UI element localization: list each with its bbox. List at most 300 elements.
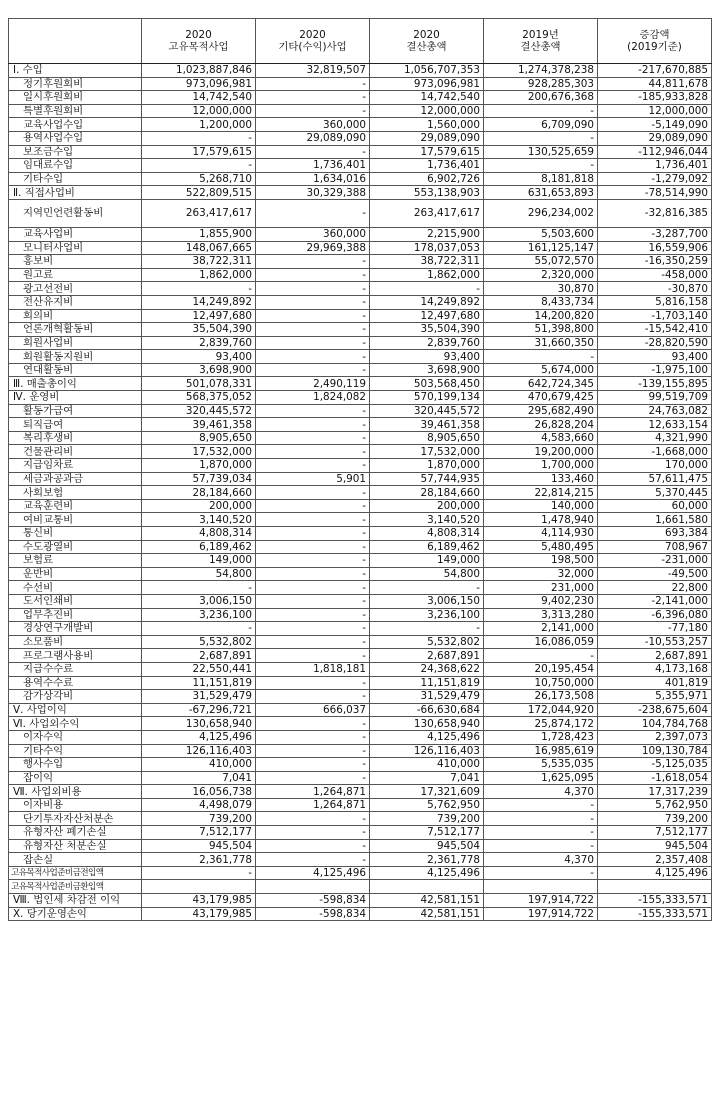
table-row [9, 649, 712, 663]
row-value: -28,820,590 [598, 336, 712, 350]
row-value: - [256, 608, 370, 622]
table-row [9, 77, 712, 91]
row-value: 43,179,985 [142, 907, 256, 921]
table-row [9, 131, 712, 145]
row-value: 4,808,314 [370, 527, 484, 541]
row-label: 잡손실 [9, 853, 142, 867]
row-value: 24,368,622 [370, 662, 484, 676]
row-value: 54,800 [370, 567, 484, 581]
table-row [9, 431, 712, 445]
row-label: 특별후원회비 [9, 104, 142, 118]
row-value: 10,750,000 [484, 676, 598, 690]
row-value: 410,000 [142, 758, 256, 772]
row-label: 잡이익 [9, 771, 142, 785]
row-value: 32,819,507 [256, 64, 370, 78]
row-value: 7,512,177 [142, 826, 256, 840]
row-value: -1,668,000 [598, 445, 712, 459]
row-value: -598,834 [256, 907, 370, 921]
header-label-cell [9, 19, 142, 64]
row-value: 296,234,002 [484, 199, 598, 227]
row-value: 172,044,920 [484, 703, 598, 717]
row-value: - [256, 255, 370, 269]
row-value: 295,682,490 [484, 404, 598, 418]
table-row [9, 404, 712, 418]
row-value: 22,800 [598, 581, 712, 595]
row-label: 통신비 [9, 527, 142, 541]
row-label: 운반비 [9, 567, 142, 581]
table-row [9, 798, 712, 812]
row-value: 945,504 [370, 839, 484, 853]
row-value: 60,000 [598, 499, 712, 513]
table-row [9, 186, 712, 200]
row-label: 수선비 [9, 581, 142, 595]
row-value: 130,658,940 [142, 717, 256, 731]
row-value: 3,698,900 [142, 363, 256, 377]
row-value: 26,173,508 [484, 690, 598, 704]
row-value: 126,116,403 [370, 744, 484, 758]
row-value: - [256, 445, 370, 459]
row-value: 2,687,891 [598, 649, 712, 663]
table-row [9, 608, 712, 622]
header-col-total-2020 [370, 19, 484, 64]
row-value: 149,000 [142, 554, 256, 568]
row-value: 1,264,871 [256, 798, 370, 812]
row-value: - [256, 690, 370, 704]
row-value: 1,478,940 [484, 513, 598, 527]
row-value: 360,000 [256, 227, 370, 241]
table-row [9, 418, 712, 432]
row-label: 원고료 [9, 268, 142, 282]
row-value: 104,784,768 [598, 717, 712, 731]
row-value: 2,490,119 [256, 377, 370, 391]
row-value: -155,333,571 [598, 907, 712, 921]
row-value: 7,512,177 [598, 826, 712, 840]
row-value: 3,698,900 [370, 363, 484, 377]
row-value: - [256, 527, 370, 541]
row-value: - [484, 866, 598, 880]
table-row [9, 690, 712, 704]
header-col-other [256, 19, 370, 64]
row-value: - [484, 826, 598, 840]
row-label: 교육훈련비 [9, 499, 142, 513]
row-value: 973,096,981 [370, 77, 484, 91]
header-line: 증감액 [639, 29, 670, 41]
row-value: 553,138,903 [370, 186, 484, 200]
row-value: 2,687,891 [370, 649, 484, 663]
row-value: 1,824,082 [256, 391, 370, 405]
row-value: 1,736,401 [370, 159, 484, 173]
table-row [9, 472, 712, 486]
row-label: 이자수익 [9, 730, 142, 744]
row-value: 109,130,784 [598, 744, 712, 758]
row-value: 14,200,820 [484, 309, 598, 323]
row-value: 7,512,177 [370, 826, 484, 840]
row-label: 보조금수입 [9, 145, 142, 159]
row-value: 2,357,408 [598, 853, 712, 867]
row-label: 회원사업비 [9, 336, 142, 350]
row-value: 1,736,401 [598, 159, 712, 173]
row-value: 11,151,819 [370, 676, 484, 690]
row-value: 57,611,475 [598, 472, 712, 486]
row-value: - [142, 581, 256, 595]
row-label: 이자비용 [9, 798, 142, 812]
table-row [9, 717, 712, 731]
row-value: - [256, 622, 370, 636]
row-value: 17,532,000 [142, 445, 256, 459]
row-label: Ⅹ. 당기운영손익 [9, 907, 142, 921]
row-label: 언론개혁활동비 [9, 323, 142, 337]
table-row [9, 703, 712, 717]
row-label: Ⅴ. 사업이익 [9, 703, 142, 717]
row-value: 928,285,303 [484, 77, 598, 91]
table-row [9, 594, 712, 608]
row-label: 교육사업수입 [9, 118, 142, 132]
row-value: - [256, 676, 370, 690]
row-value: 14,249,892 [370, 295, 484, 309]
row-value: - [256, 540, 370, 554]
row-value: 148,067,665 [142, 241, 256, 255]
row-value: 568,375,052 [142, 391, 256, 405]
table-row [9, 785, 712, 799]
row-value: 29,969,388 [256, 241, 370, 255]
header-line: 2020 [299, 29, 326, 41]
row-label: 지급임차료 [9, 459, 142, 473]
row-value: -78,514,990 [598, 186, 712, 200]
row-label: 퇴직급여 [9, 418, 142, 432]
row-value: - [256, 771, 370, 785]
row-value: 4,125,496 [256, 866, 370, 880]
row-value: 693,384 [598, 527, 712, 541]
row-value: 4,125,496 [598, 866, 712, 880]
row-value: 4,583,660 [484, 431, 598, 445]
row-value: 1,023,887,846 [142, 64, 256, 78]
row-label: 기타수익 [9, 744, 142, 758]
row-value: 945,504 [598, 839, 712, 853]
row-value: 739,200 [370, 812, 484, 826]
row-value: - [256, 554, 370, 568]
row-value: 708,967 [598, 540, 712, 554]
row-value: 12,000,000 [142, 104, 256, 118]
row-value: - [370, 581, 484, 595]
row-value: 5,762,950 [370, 798, 484, 812]
row-value: 130,525,659 [484, 145, 598, 159]
table-row [9, 540, 712, 554]
row-value: 1,700,000 [484, 459, 598, 473]
row-value: - [256, 513, 370, 527]
row-value: 93,400 [370, 350, 484, 364]
row-value: 320,445,572 [370, 404, 484, 418]
row-value: - [256, 594, 370, 608]
row-label: 일시후원회비 [9, 91, 142, 105]
table-row [9, 894, 712, 908]
row-value: - [256, 459, 370, 473]
row-value: 200,000 [142, 499, 256, 513]
table-row [9, 363, 712, 377]
row-value: - [484, 350, 598, 364]
header-col-total-2019 [484, 19, 598, 64]
row-label: 용역사업수입 [9, 131, 142, 145]
header-line: (2019기준) [627, 41, 682, 53]
table-row [9, 159, 712, 173]
row-value: 161,125,147 [484, 241, 598, 255]
row-value: - [256, 91, 370, 105]
row-value: -1,975,100 [598, 363, 712, 377]
row-value: 401,819 [598, 676, 712, 690]
row-value: 4,173,168 [598, 662, 712, 676]
row-value: 16,086,059 [484, 635, 598, 649]
row-value: 17,532,000 [370, 445, 484, 459]
financial-table [8, 18, 712, 921]
row-label: Ⅰ. 수입 [9, 64, 142, 78]
row-value: - [256, 744, 370, 758]
row-value: 1,634,016 [256, 172, 370, 186]
row-label: 유형자산 처분손실 [9, 839, 142, 853]
row-value: 12,000,000 [598, 104, 712, 118]
row-value: 1,625,095 [484, 771, 598, 785]
row-value: 7,041 [142, 771, 256, 785]
row-label: Ⅵ. 사업외수익 [9, 717, 142, 731]
table-row [9, 499, 712, 513]
row-value: -112,946,044 [598, 145, 712, 159]
row-value: 30,870 [484, 282, 598, 296]
row-value: -67,296,721 [142, 703, 256, 717]
row-label: 여비교통비 [9, 513, 142, 527]
row-value: 501,078,331 [142, 377, 256, 391]
row-value: 3,236,100 [142, 608, 256, 622]
row-value: -139,155,895 [598, 377, 712, 391]
row-value: 29,089,090 [598, 131, 712, 145]
row-value: 39,461,358 [142, 418, 256, 432]
row-value: 31,660,350 [484, 336, 598, 350]
row-value [598, 880, 712, 894]
table-row [9, 513, 712, 527]
row-value: - [142, 622, 256, 636]
row-value: - [256, 323, 370, 337]
row-value: 739,200 [598, 812, 712, 826]
row-label: 사회보험 [9, 486, 142, 500]
row-value: - [484, 159, 598, 173]
row-value: 43,179,985 [142, 894, 256, 908]
row-value: 5,816,158 [598, 295, 712, 309]
row-value: 133,460 [484, 472, 598, 486]
row-value: 3,140,520 [370, 513, 484, 527]
row-value: 39,461,358 [370, 418, 484, 432]
row-value: 470,679,425 [484, 391, 598, 405]
table-row [9, 771, 712, 785]
row-value: 200,000 [370, 499, 484, 513]
row-value: 51,398,800 [484, 323, 598, 337]
row-value: - [256, 418, 370, 432]
row-value: 197,914,722 [484, 907, 598, 921]
row-value: 8,181,818 [484, 172, 598, 186]
row-value: 1,661,580 [598, 513, 712, 527]
row-value: -3,287,700 [598, 227, 712, 241]
row-value: 320,445,572 [142, 404, 256, 418]
row-label: 업무추진비 [9, 608, 142, 622]
row-value: 22,814,215 [484, 486, 598, 500]
row-value: -16,350,259 [598, 255, 712, 269]
row-value: 8,905,650 [142, 431, 256, 445]
row-label: 정기후원회비 [9, 77, 142, 91]
row-value: 3,006,150 [142, 594, 256, 608]
row-value: 17,321,609 [370, 785, 484, 799]
row-label: 건물관리비 [9, 445, 142, 459]
row-value: - [256, 826, 370, 840]
row-value: -1,618,054 [598, 771, 712, 785]
row-value: - [256, 758, 370, 772]
row-value: - [142, 866, 256, 880]
row-value: - [484, 649, 598, 663]
row-value: 6,189,462 [370, 540, 484, 554]
row-value: 6,709,090 [484, 118, 598, 132]
row-label: 전산유지비 [9, 295, 142, 309]
table-row [9, 744, 712, 758]
row-value: -5,149,090 [598, 118, 712, 132]
row-value: 7,041 [370, 771, 484, 785]
row-value: 4,498,079 [142, 798, 256, 812]
header-line: 2020 [185, 29, 212, 41]
row-value: 17,579,615 [142, 145, 256, 159]
row-value: 8,905,650 [370, 431, 484, 445]
row-value: - [256, 350, 370, 364]
row-value: - [256, 282, 370, 296]
row-value: 522,809,515 [142, 186, 256, 200]
row-value: - [256, 268, 370, 282]
table-row [9, 445, 712, 459]
row-value: 1,862,000 [370, 268, 484, 282]
table-row [9, 227, 712, 241]
row-value: 2,839,760 [142, 336, 256, 350]
row-label: 소모품비 [9, 635, 142, 649]
row-value: 231,000 [484, 581, 598, 595]
row-value: 16,985,619 [484, 744, 598, 758]
table-row [9, 730, 712, 744]
row-value: 5,268,710 [142, 172, 256, 186]
row-value: 2,361,778 [142, 853, 256, 867]
header-line: 2020 [413, 29, 440, 41]
row-value: 2,361,778 [370, 853, 484, 867]
row-value: 5,355,971 [598, 690, 712, 704]
row-value: 1,862,000 [142, 268, 256, 282]
row-value: 24,763,082 [598, 404, 712, 418]
row-value: 4,125,496 [370, 730, 484, 744]
row-value: -185,933,828 [598, 91, 712, 105]
row-value: 4,125,496 [142, 730, 256, 744]
row-value: 9,402,230 [484, 594, 598, 608]
row-label: 보험료 [9, 554, 142, 568]
row-value [256, 880, 370, 894]
row-value: -49,500 [598, 567, 712, 581]
row-value: - [142, 131, 256, 145]
row-label: Ⅷ. 법인세 차감전 이익 [9, 894, 142, 908]
row-value: 14,742,540 [370, 91, 484, 105]
row-value: 93,400 [598, 350, 712, 364]
row-value: 4,370 [484, 785, 598, 799]
row-value: 22,550,441 [142, 662, 256, 676]
row-value: 30,329,388 [256, 186, 370, 200]
row-label: 회의비 [9, 309, 142, 323]
row-value: - [256, 567, 370, 581]
row-label: 광고선전비 [9, 282, 142, 296]
row-value: 38,722,311 [370, 255, 484, 269]
table-row [9, 826, 712, 840]
row-value: 3,236,100 [370, 608, 484, 622]
row-value: 8,433,734 [484, 295, 598, 309]
row-label: 모니터사업비 [9, 241, 142, 255]
row-value: -458,000 [598, 268, 712, 282]
row-value: -77,180 [598, 622, 712, 636]
row-value: - [484, 131, 598, 145]
row-value: - [256, 336, 370, 350]
row-label: 고유목적사업준비금전입액 [9, 866, 142, 880]
row-value: 93,400 [142, 350, 256, 364]
row-value: 197,914,722 [484, 894, 598, 908]
row-value: 410,000 [370, 758, 484, 772]
table-row [9, 853, 712, 867]
financial-statement [8, 18, 711, 921]
row-value: -1,703,140 [598, 309, 712, 323]
row-value: - [256, 635, 370, 649]
row-value: 14,249,892 [142, 295, 256, 309]
row-value: - [484, 104, 598, 118]
row-label: 고유목적사업준비금환입액 [9, 880, 142, 894]
row-value: 2,687,891 [142, 649, 256, 663]
row-value: 5,480,495 [484, 540, 598, 554]
row-value: - [256, 499, 370, 513]
row-value: - [142, 282, 256, 296]
row-value: 198,500 [484, 554, 598, 568]
row-value: 4,321,990 [598, 431, 712, 445]
row-value: - [256, 581, 370, 595]
row-value: 20,195,454 [484, 662, 598, 676]
table-row [9, 64, 712, 78]
row-label: Ⅶ. 사업외비용 [9, 785, 142, 799]
row-value: 1,728,423 [484, 730, 598, 744]
row-label: 활동가급여 [9, 404, 142, 418]
row-value: - [256, 717, 370, 731]
header-line: 기타(수익)사업 [278, 41, 347, 53]
row-value: 14,742,540 [142, 91, 256, 105]
row-value: 631,653,893 [484, 186, 598, 200]
row-value: - [256, 363, 370, 377]
row-value: - [256, 199, 370, 227]
row-value: 1,274,378,238 [484, 64, 598, 78]
row-value: 3,140,520 [142, 513, 256, 527]
header-row [9, 19, 712, 64]
row-value: -5,125,035 [598, 758, 712, 772]
row-value: 5,370,445 [598, 486, 712, 500]
row-value: 126,116,403 [142, 744, 256, 758]
row-label: 수도광열비 [9, 540, 142, 554]
row-value: -231,000 [598, 554, 712, 568]
row-value: -66,630,684 [370, 703, 484, 717]
row-value: 28,184,660 [370, 486, 484, 500]
row-value: 170,000 [598, 459, 712, 473]
row-value: 35,504,390 [142, 323, 256, 337]
row-value: 1,855,900 [142, 227, 256, 241]
header-line: 2019년 [522, 29, 559, 41]
row-value: 5,532,802 [370, 635, 484, 649]
table-row [9, 676, 712, 690]
row-value: -238,675,604 [598, 703, 712, 717]
row-label: 임대료수입 [9, 159, 142, 173]
row-value: 99,519,709 [598, 391, 712, 405]
row-value: -32,816,385 [598, 199, 712, 227]
row-value: - [370, 282, 484, 296]
table-row [9, 104, 712, 118]
row-value: 44,811,678 [598, 77, 712, 91]
row-value [370, 880, 484, 894]
